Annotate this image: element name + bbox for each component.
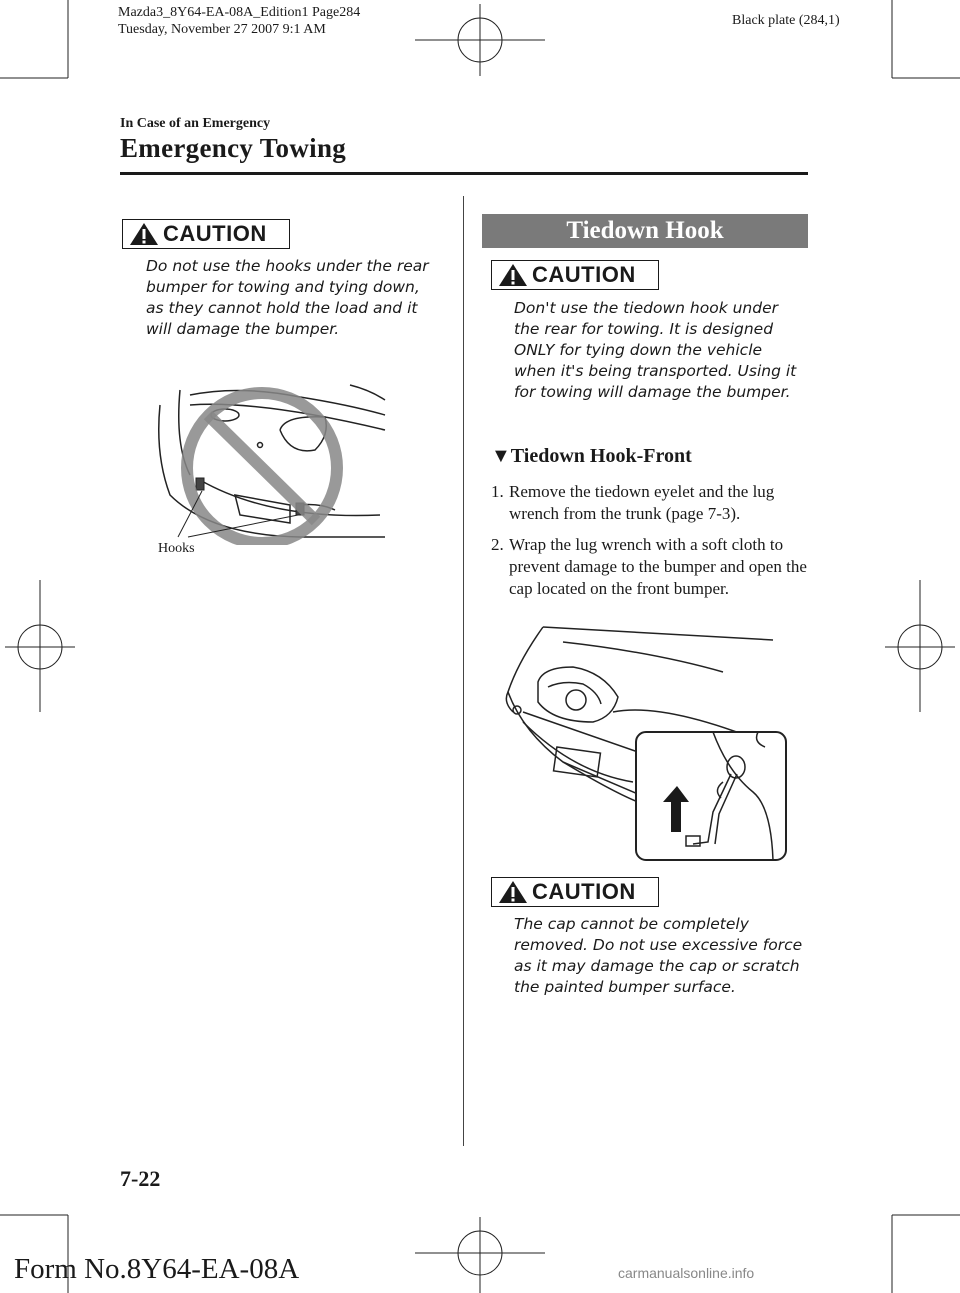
caution-label: CAUTION bbox=[532, 262, 636, 287]
step-text: Remove the tiedown eyelet and the lug wrench from the trunk (page 7-3). bbox=[509, 482, 775, 523]
tiedown-front-subhead bbox=[491, 445, 692, 468]
print-date-line: Tuesday, November 27 2007 9:1 AM bbox=[118, 22, 326, 37]
step-1 bbox=[491, 481, 811, 525]
step-2 bbox=[491, 534, 811, 600]
caution-text-right-2: The cap cannot be completely removed. Do not use excessive force as it may damage the cap or scratch the painted bumper surface. bbox=[514, 915, 803, 996]
front-bumper-cap-illustration bbox=[503, 622, 803, 867]
tiedown-hook-banner: Tiedown Hook bbox=[482, 214, 808, 248]
watermark: carmanualsonline.info bbox=[618, 1265, 755, 1281]
hooks-callout-label: Hooks bbox=[158, 541, 195, 556]
caution-box-right-2 bbox=[491, 877, 659, 907]
title-rule bbox=[120, 172, 808, 175]
page-title: Emergency Towing bbox=[120, 133, 347, 163]
step-text: Wrap the lug wrench with a soft cloth to prevent damage to the bumper and open the cap located on the front bumper. bbox=[509, 535, 807, 598]
warning-triangle-icon bbox=[129, 222, 159, 246]
caution-label: CAUTION bbox=[532, 879, 636, 904]
step-number: 2. bbox=[491, 535, 504, 554]
caution-box-right-1 bbox=[491, 260, 659, 290]
rear-bumper-hooks-illustration bbox=[150, 375, 390, 545]
print-plate: Black plate (284,1) bbox=[732, 13, 840, 28]
print-file-line: Mazda3_8Y64-EA-08A_Edition1 Page284 bbox=[118, 5, 361, 20]
caution-text-right-1: Don't use the tiedown hook under the rear for towing. It is designed ONLY for tying down the vehicle when it's being transported. Using it for towing will damage the bumper. bbox=[514, 299, 797, 401]
warning-triangle-icon bbox=[498, 263, 528, 287]
caution-label: CAUTION bbox=[163, 221, 267, 246]
page-number: 7-22 bbox=[120, 1166, 161, 1191]
caution-text-left: Do not use the hooks under the rear bumper for towing and tying down, as they cannot hold the load and it will damage the bumper. bbox=[146, 257, 429, 338]
step-number: 1. bbox=[491, 482, 504, 501]
form-number: Form No.8Y64-EA-08A bbox=[14, 1253, 300, 1285]
chapter-name: In Case of an Emergency bbox=[120, 116, 271, 131]
triangle-bullet-icon: ▼ bbox=[491, 445, 511, 467]
warning-triangle-icon bbox=[498, 880, 528, 904]
column-divider bbox=[463, 196, 464, 1146]
subhead-text: Tiedown Hook-Front bbox=[510, 445, 692, 467]
caution-box-left bbox=[122, 219, 290, 249]
